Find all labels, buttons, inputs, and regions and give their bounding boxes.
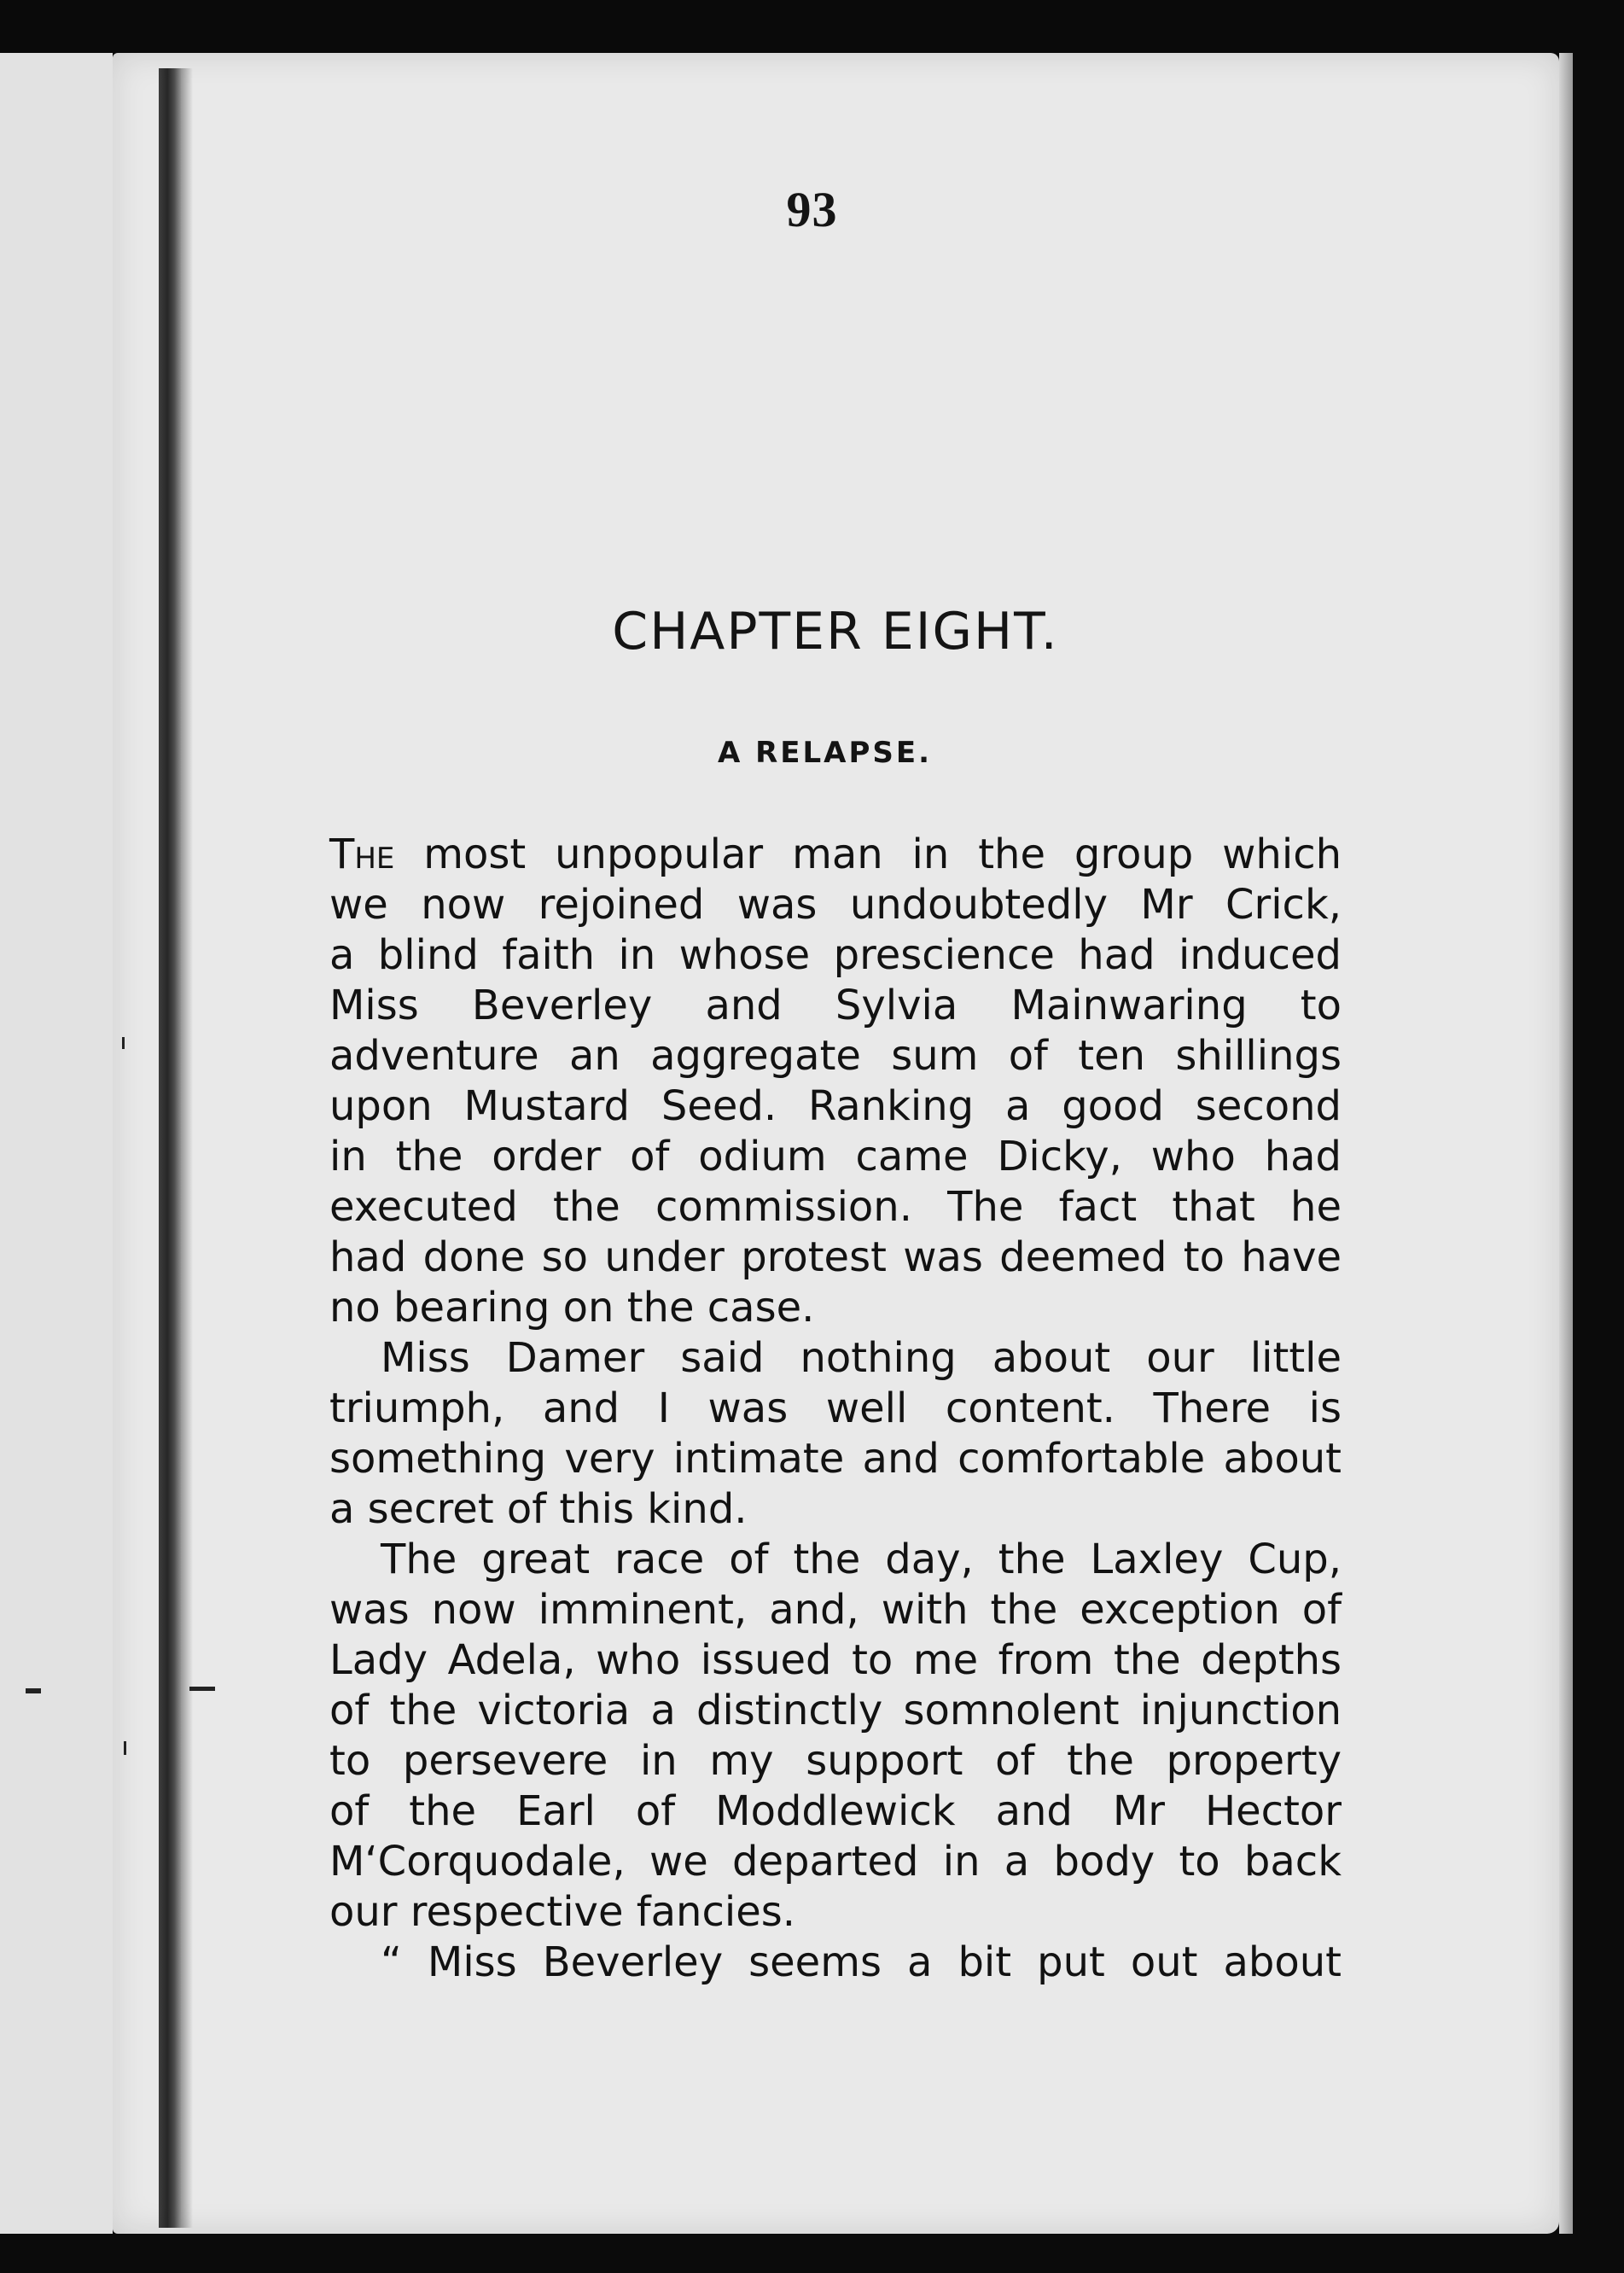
margin-mark [26, 1688, 41, 1693]
text-line: upon Mustard Seed. Ranking a good second [329, 1082, 1342, 1130]
text-line: of the victoria a distinctly somnolent injunction [329, 1687, 1342, 1734]
scan-border-top [0, 0, 1624, 60]
text-line: Lady Adela, who issued to me from the depths [329, 1636, 1342, 1684]
book-spine-shadow [159, 68, 181, 2228]
chapter-title: CHAPTER EIGHT. [612, 602, 1059, 662]
gutter-shadow [181, 68, 193, 2228]
text-line: no bearing on the case. [329, 1284, 815, 1332]
text-line: was now imminent, and, with the exception of [329, 1586, 1342, 1634]
text-line: Miss Damer said nothing about our little [381, 1334, 1342, 1382]
drop-word: The [329, 831, 395, 878]
margin-mark [124, 1741, 126, 1755]
text-line: a secret of this kind. [329, 1485, 748, 1533]
text-line: our respective fancies. [329, 1888, 795, 1936]
text-line: Miss Beverley and Sylvia Mainwaring to [329, 982, 1342, 1029]
margin-mark [189, 1687, 215, 1691]
text-line: to persevere in my support of the property [329, 1737, 1342, 1785]
text-line: The great race of the day, the Laxley Cup, [381, 1536, 1342, 1583]
facing-page-edge [0, 53, 113, 2234]
text-line: adventure an aggregate sum of ten shillings [329, 1032, 1342, 1080]
text-line: triumph, and I was well content. There is [329, 1384, 1342, 1432]
page-right-edge [1559, 53, 1573, 2234]
page-number: 93 [786, 182, 838, 237]
text-line: something very intimate and comfortable about [329, 1435, 1342, 1483]
text-line: in the order of odium came Dicky, who had [329, 1133, 1342, 1180]
text-line: of the Earl of Moddlewick and Mr Hector [329, 1787, 1342, 1835]
text-line: we now rejoined was undoubtedly Mr Crick, [329, 881, 1342, 929]
text-line: had done so under protest was deemed to have [329, 1233, 1342, 1281]
text-line: M‘Corquodale, we departed in a body to back [329, 1838, 1342, 1885]
text-line: “ Miss Beverley seems a bit put out about [381, 1938, 1342, 1986]
chapter-subtitle: A RELAPSE. [717, 736, 933, 770]
margin-mark [122, 1037, 125, 1049]
body-text [329, 830, 1342, 1988]
text-line: a blind faith in whose prescience had induced [329, 931, 1342, 979]
text-line: executed the commission. The fact that he [329, 1183, 1342, 1231]
text-line: The most unpopular man in the group which [329, 831, 1342, 878]
